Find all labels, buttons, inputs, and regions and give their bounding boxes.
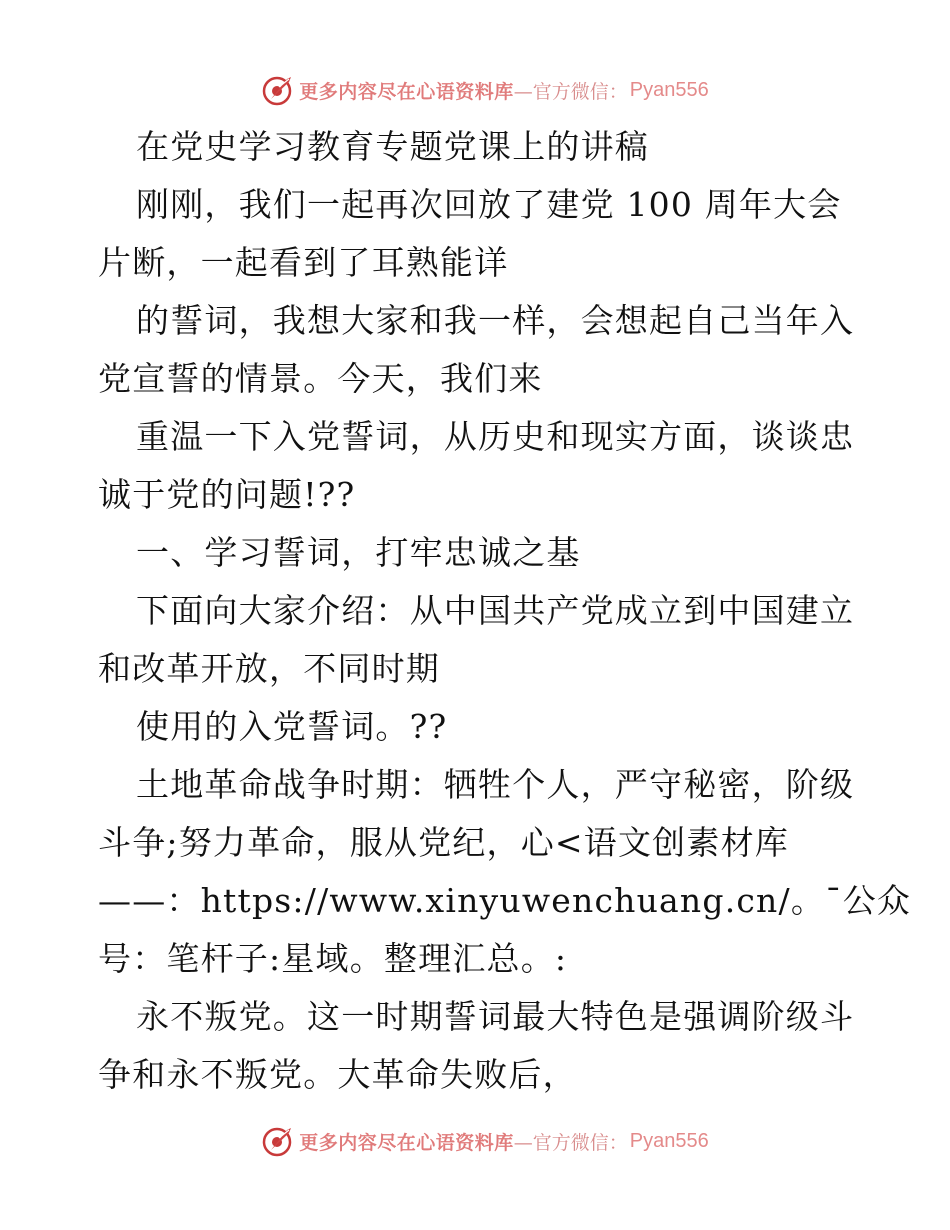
doc-line-10: 使用的入党誓词。??: [136, 707, 448, 746]
footer-wechat-id: Pyan556: [629, 1129, 709, 1152]
header-wechat-id: Pyan556: [629, 78, 709, 101]
doc-line-1: 刚刚，我们一起再次回放了建党 100 周年大会: [136, 185, 842, 224]
doc-line-16: 争和永不叛党。大革命失败后，: [98, 1055, 577, 1094]
doc-line-12: 斗争;努力革命，服从党纪，心<语文创素材库: [98, 823, 789, 862]
doc-line-14: 号：笔杆子:星域。整理汇总。:: [98, 939, 568, 978]
doc-section-heading: 一、学习誓词，打牢忠诚之基: [136, 533, 581, 572]
footer-banner-content: [261, 1124, 709, 1158]
header-banner: [0, 70, 950, 110]
doc-line-9: 和改革开放，不同时期: [98, 649, 440, 688]
doc-line-6: 诚于党的问题!??: [98, 475, 356, 514]
doc-line-2: 片断，一起看到了耳熟能详: [98, 243, 509, 282]
footer-official-label: —官方微信：: [513, 1131, 628, 1154]
quill-logo-icon: [261, 73, 295, 107]
doc-line-11: 土地革命战争时期：牺牲个人，严守秘密，阶级: [136, 765, 855, 804]
document-body: [98, 118, 912, 1104]
doc-line-15: 永不叛党。这一时期誓词最大特色是强调阶级斗: [136, 997, 855, 1036]
footer-banner: [0, 1121, 950, 1161]
doc-line-13: ——：https://www.xinyuwenchuang.cn/。¯公众: [98, 881, 912, 920]
doc-line-5: 重温一下入党誓词，从历史和现实方面，谈谈忠: [136, 417, 855, 456]
doc-line-4: 党宣誓的情景。今天，我们来: [98, 359, 543, 398]
footer-brand-text: 更多内容尽在心语资料库: [299, 1131, 514, 1154]
doc-title: 在党史学习教育专题党课上的讲稿: [136, 127, 649, 166]
header-official-label: —官方微信：: [513, 80, 628, 103]
header-banner-content: [261, 73, 709, 107]
quill-logo-icon: [261, 1124, 295, 1158]
header-brand-text: 更多内容尽在心语资料库: [299, 80, 514, 103]
doc-line-8: 下面向大家介绍：从中国共产党成立到中国建立: [136, 591, 855, 630]
doc-line-3: 的誓词，我想大家和我一样，会想起自己当年入: [136, 301, 855, 340]
